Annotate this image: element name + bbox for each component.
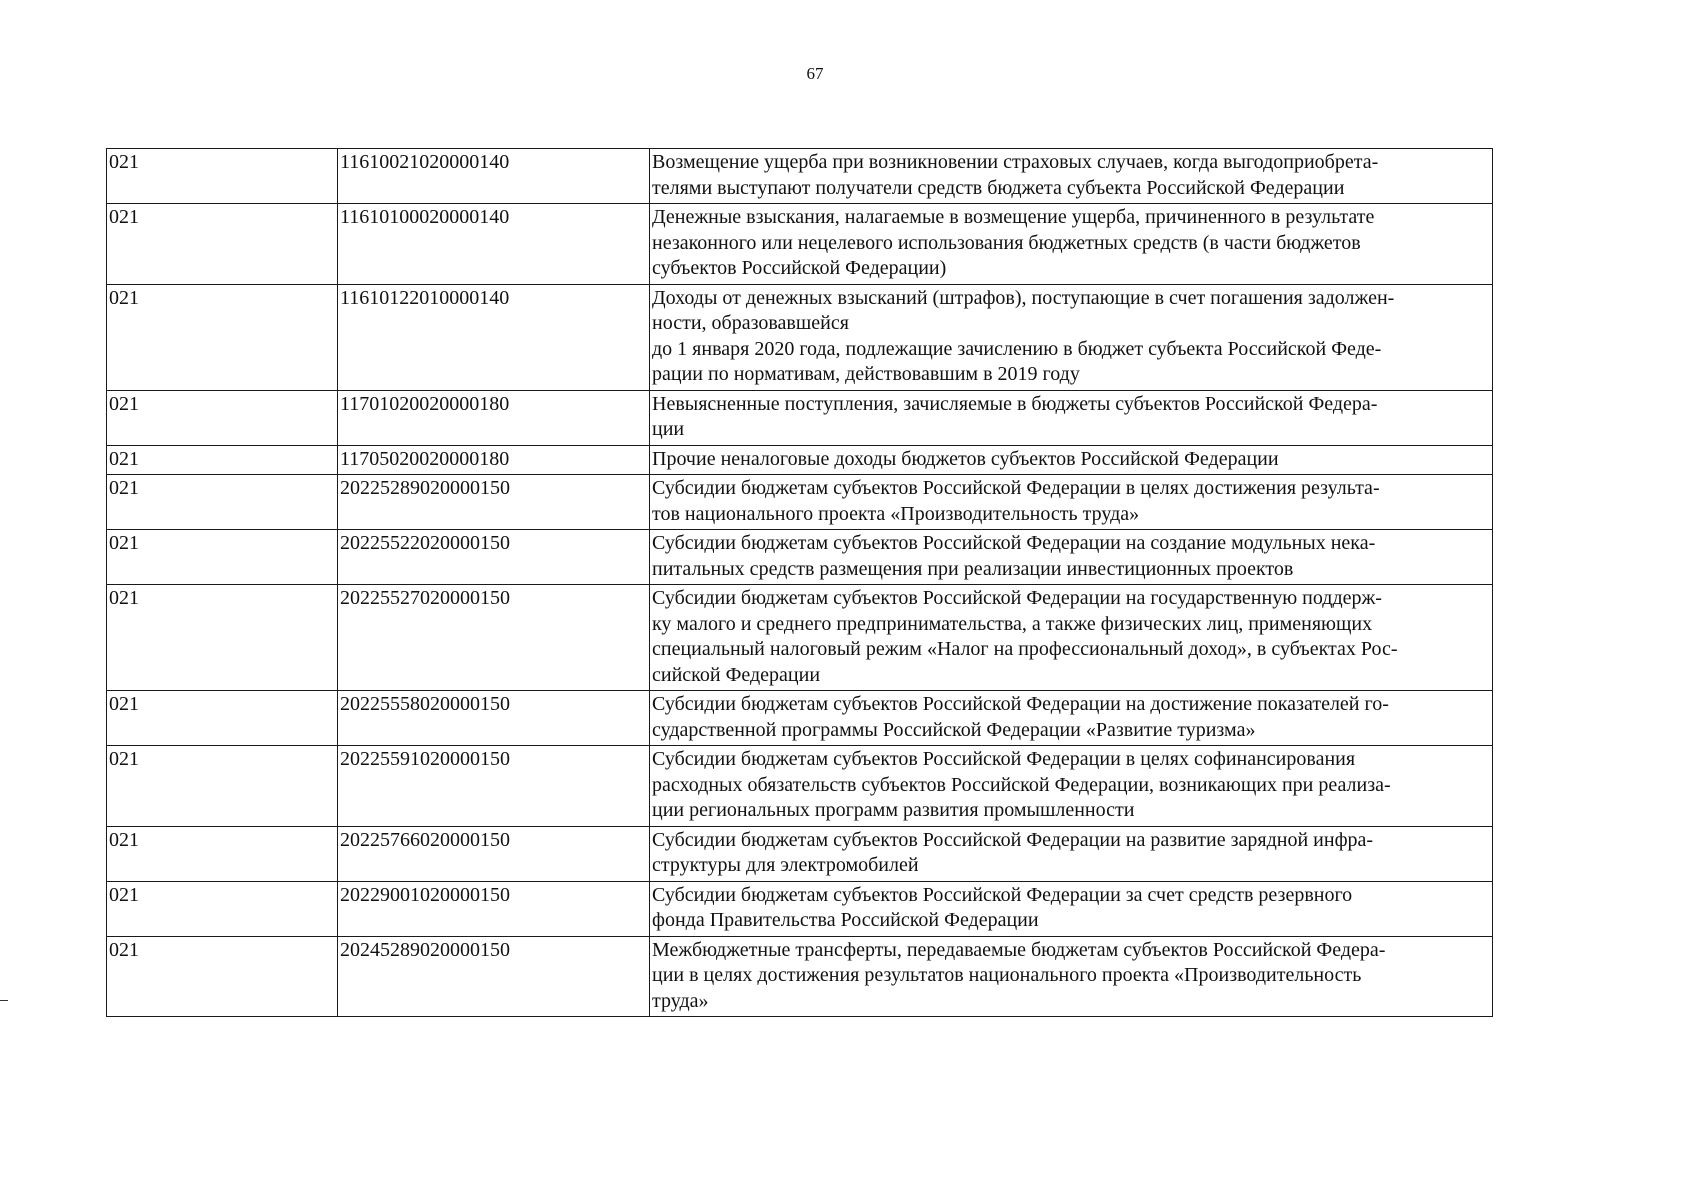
income-code-cell: 20225522020000150 <box>338 530 650 585</box>
description-cell: Денежные взыскания, налагаемые в возмещение ущерба, причиненного в результате незаконного или нецелевого использования бюджетных средств (в части бюджетов субъектов Российской Федерации) <box>650 204 1493 285</box>
income-code-cell: 11610100020000140 <box>338 204 650 285</box>
description-cell: Доходы от денежных взысканий (штрафов), поступающие в счет погашения задолжен- ности, образовавшейся до 1 января 2020 года, подлежащие зачислению в бюджет субъекта Российской Феде- рации по нормативам, действовавшим в 2019 году <box>650 284 1493 390</box>
description-cell: Субсидии бюджетам субъектов Российской Федерации в целях достижения результа- тов национального проекта «Производительность труда» <box>650 475 1493 530</box>
income-code-cell: 11701020020000180 <box>338 390 650 445</box>
table-row <box>107 936 1493 1017</box>
admin-code-cell: 021 <box>107 585 338 691</box>
income-code-cell: 11705020020000180 <box>338 445 650 475</box>
description-cell: Субсидии бюджетам субъектов Российской Федерации на развитие зарядной инфра- структуры для электромобилей <box>650 826 1493 881</box>
admin-code-cell: 021 <box>107 390 338 445</box>
description-cell: Субсидии бюджетам субъектов Российской Федерации на государственную поддерж- ку малого и среднего предпринимательства, а также физических лиц, применяющих специальный налоговый режим «Налог на профессиональный доход», в субъектах Рос- сийской Федерации <box>650 585 1493 691</box>
admin-code-cell: 021 <box>107 204 338 285</box>
admin-code-cell: 021 <box>107 284 338 390</box>
description-cell: Субсидии бюджетам субъектов Российской Федерации на достижение показателей го- сударственной программы Российской Федерации «Развитие туризма» <box>650 691 1493 746</box>
admin-code-cell: 021 <box>107 691 338 746</box>
margin-mark <box>0 1000 8 1001</box>
table-row <box>107 149 1493 204</box>
description-cell: Межбюджетные трансферты, передаваемые бюджетам субъектов Российской Федера- ции в целях достижения результатов национального проекта «Производительность труда» <box>650 936 1493 1017</box>
table-row <box>107 445 1493 475</box>
income-code-cell: 20225527020000150 <box>338 585 650 691</box>
table-row <box>107 585 1493 691</box>
admin-code-cell: 021 <box>107 746 338 827</box>
table-row <box>107 284 1493 390</box>
description-cell: Субсидии бюджетам субъектов Российской Федерации на создание модульных нека- питальных средств размещения при реализации инвестиционных проектов <box>650 530 1493 585</box>
description-cell: Субсидии бюджетам субъектов Российской Федерации в целях софинансирования расходных обязательств субъектов Российской Федерации, возникающих при реализа- ции региональных программ развития промышленности <box>650 746 1493 827</box>
income-code-cell: 20229001020000150 <box>338 881 650 936</box>
table-row <box>107 204 1493 285</box>
table-row <box>107 826 1493 881</box>
table-row <box>107 390 1493 445</box>
table-row <box>107 530 1493 585</box>
admin-code-cell: 021 <box>107 826 338 881</box>
admin-code-cell: 021 <box>107 881 338 936</box>
income-code-cell: 20245289020000150 <box>338 936 650 1017</box>
description-cell: Субсидии бюджетам субъектов Российской Федерации за счет средств резервного фонда Правительства Российской Федерации <box>650 881 1493 936</box>
admin-code-cell: 021 <box>107 936 338 1017</box>
description-cell: Невыясненные поступления, зачисляемые в бюджеты субъектов Российской Федера- ции <box>650 390 1493 445</box>
description-cell: Прочие неналоговые доходы бюджетов субъектов Российской Федерации <box>650 445 1493 475</box>
page-number: 67 <box>806 64 824 83</box>
income-code-cell: 20225558020000150 <box>338 691 650 746</box>
admin-code-cell: 021 <box>107 445 338 475</box>
admin-code-cell: 021 <box>107 530 338 585</box>
table-row <box>107 691 1493 746</box>
income-code-cell: 20225591020000150 <box>338 746 650 827</box>
budget-codes-table <box>106 148 1493 1017</box>
income-code-cell: 20225289020000150 <box>338 475 650 530</box>
income-code-cell: 11610021020000140 <box>338 149 650 204</box>
description-cell: Возмещение ущерба при возникновении страховых случаев, когда выгодоприобрета- телями выступают получатели средств бюджета субъекта Российской Федерации <box>650 149 1493 204</box>
admin-code-cell: 021 <box>107 149 338 204</box>
admin-code-cell: 021 <box>107 475 338 530</box>
table-row <box>107 746 1493 827</box>
income-code-cell: 11610122010000140 <box>338 284 650 390</box>
table-row <box>107 475 1493 530</box>
table-row <box>107 881 1493 936</box>
income-code-cell: 20225766020000150 <box>338 826 650 881</box>
